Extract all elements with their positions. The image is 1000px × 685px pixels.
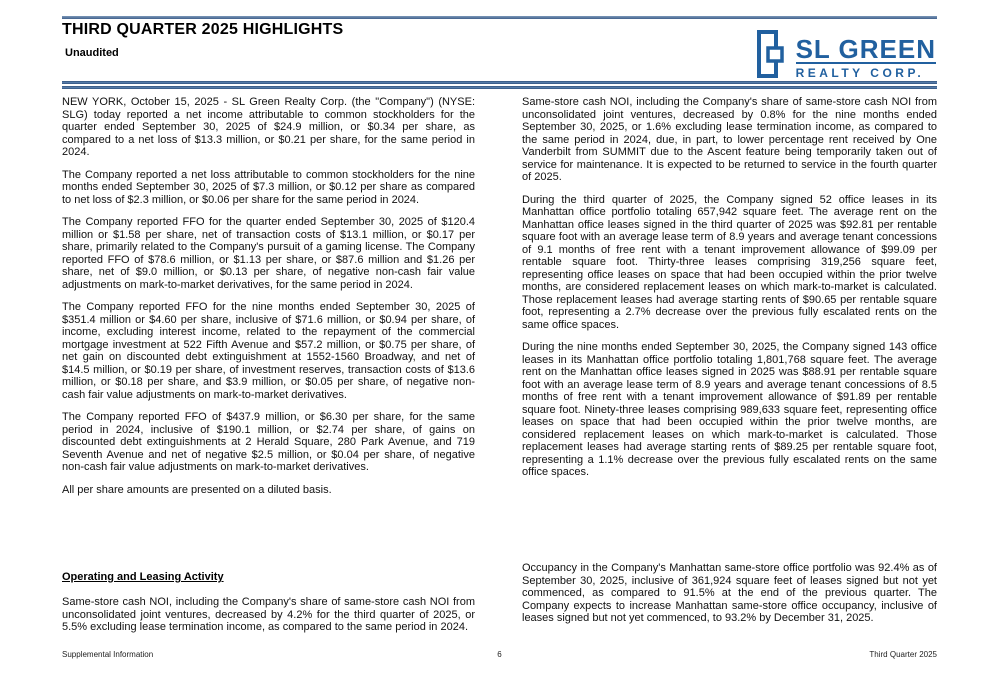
slgreen-logo-name: SL GREEN (795, 34, 936, 64)
header-double-rule (62, 81, 937, 89)
paragraph-occupancy: Occupancy in the Company's Manhattan same-store office portfolio was 92.4% as of September 30, 2025, inclusive of 361,924 square feet of leases signed but not yet commenced, as compared to 91.5% at the end of the previous quarter. The Company expects to increase Manhattan same-store office occupancy, inclusive of leases signed but not yet commenced, to 93.2% by December 31, 2025. (522, 562, 937, 624)
paragraph-same-store-noi-q3: Same-store cash NOI, including the Company's share of same-store cash NOI from unconsolidated joint ventures, decreased by 4.2% for the third quarter of 2025, or 5.5% excluding lease termination income, as compared to the same period in 2024. (62, 596, 475, 633)
slgreen-logo-text (795, 34, 936, 80)
paragraph-same-store-noi-nine-months: Same-store cash NOI, including the Company's share of same-store cash NOI from unconsolidated joint ventures, decreased by 0.8% for the nine months ended September 30, 2025, or 1.6% excluding lease termination income, as compared to the same period in 2024, due, in part, to lower percentage rent received by One Vanderbilt from SUMMIT due to the Ascent feature being temporarily taken out of service for maintenance. It is expected to be returned to service in the fourth quarter of 2025. (522, 96, 937, 183)
paragraph-ffo-2024: The Company reported FFO of $437.9 million, or $6.30 per share, for the same period in 2024, inclusive of $190.1 million, or $2.74 per share, of gains on discounted debt extinguishments at 2 Herald Square, 280 Park Avenue, and 719 Seventh Avenue and net of negative $2.5 million, or $0.04 per share, of negative non-cash fair value adjustments on mark-to-market derivatives. (62, 411, 475, 473)
occupancy-block (522, 562, 937, 635)
paragraph-ffo-quarter: The Company reported FFO for the quarter ended September 30, 2025 of $120.4 million or $1.58 per share, net of transaction costs of $13.1 million, or $0.17 per share, primarily related to the Company's pursuit of a gaming license. The Company reported FFO of $78.6 million, or $1.13 per share, or $87.6 million and $1.26 per share, net of $9.0 million, or $0.13 per share, of negative non-cash fair value adjustments on mark-to-market derivatives, for the same period in 2024. (62, 216, 475, 291)
paragraph-net-income-q3: NEW YORK, October 15, 2025 - SL Green Realty Corp. (the "Company") (NYSE: SLG) today reported a net income attributable to common stockholders for the quarter ended September 30, 2025 of $24.9 million, or $0.34 per share, as compared to a net loss of $13.3 million, or $0.21 per share, for the same period in 2024. (62, 96, 475, 158)
slgreen-logo (756, 29, 936, 80)
slgreen-logo-subname: REALTY CORP. (795, 66, 925, 80)
paragraph-leasing-nine-months: During the nine months ended September 30, 2025, the Company signed 143 office leases in its Manhattan office portfolio totaling 1,801,768 square feet. The average rent on the Manhattan office leases signed in 2025 was $88.91 per rentable square foot with an average lease term of 8.9 years and average tenant concessions of 8.5 months of free rent with a tenant improvement allowance of $91.89 per rentable square foot. Ninety-three leases comprising 989,633 square feet, representing office leases on space that had been occupied within the prior twelve months, are considered replacement leases on which mark-to-market is calculated. Those replacement leases had average starting rents of $89.25 per rentable square foot, representing a 1.1% decrease over the previous fully escalated rents on the same office spaces. (522, 341, 937, 478)
paragraph-diluted-basis-note: All per share amounts are presented on a diluted basis. (62, 483, 332, 496)
page-footer (62, 650, 937, 659)
operating-leasing-heading: Operating and Leasing Activity (62, 571, 224, 583)
footer-page-number: 6 (497, 650, 502, 659)
page-title: THIRD QUARTER 2025 HIGHLIGHTS (62, 21, 344, 38)
right-column (522, 96, 937, 645)
double-rule-bar-bottom (62, 86, 937, 89)
header-top-rule (62, 16, 937, 19)
left-column (62, 96, 475, 645)
double-rule-bar-top (62, 81, 937, 84)
operating-leasing-section (62, 571, 475, 644)
unaudited-label: Unaudited (65, 47, 119, 59)
footer-left-label: Supplemental Information (62, 650, 154, 659)
paragraph-net-loss-nine-months: The Company reported a net loss attributable to common stockholders for the nine months ended September 30, 2025 of $7.3 million, or $0.12 per share as compared to net loss of $2.3 million, or $0.06 per share for the same period in 2024. (62, 168, 475, 206)
slgreen-building-icon (756, 29, 790, 79)
body-columns (62, 96, 938, 645)
paragraph-leasing-q3: During the third quarter of 2025, the Company signed 52 office leases in its Manhattan office portfolio totaling 657,942 square feet. The average rent on the Manhattan office leases signed in the third quarter of 2025 was $92.81 per rentable square foot with an average lease term of 8.9 years and average tenant concessions of 9.1 months of free rent with a tenant improvement allowance of $99.09 per rentable square foot. Thirty-three leases comprising 319,256 square feet, representing office leases on space that had been occupied within the prior twelve months, are considered replacement leases on which mark-to-market is calculated. Those replacement leases had average starting rents of $90.65 per rentable square foot, representing a 2.7% decrease over the previous fully escalated rents on the same office spaces. (522, 193, 937, 331)
paragraph-ffo-nine-months: The Company reported FFO for the nine months ended September 30, 2025 of $351.4 million or $4.60 per share, inclusive of $71.6 million, or $0.94 per share, of income, excluding interest income, related to the repayment of the commercial mortgage investment at 522 Fifth Avenue and $57.2 million, or $0.75 per share, of net gain on discounted debt extinguishment at 1552-1560 Broadway, and net of $14.5 million, or $0.19 per share, of investment reserves, transaction costs of $13.6 million, or $0.18 per share, and $3.9 million, or $0.05 per share, of negative non-cash fair value adjustments on mark-to-market derivatives. (62, 301, 475, 401)
footer-right-label: Third Quarter 2025 (869, 650, 937, 659)
